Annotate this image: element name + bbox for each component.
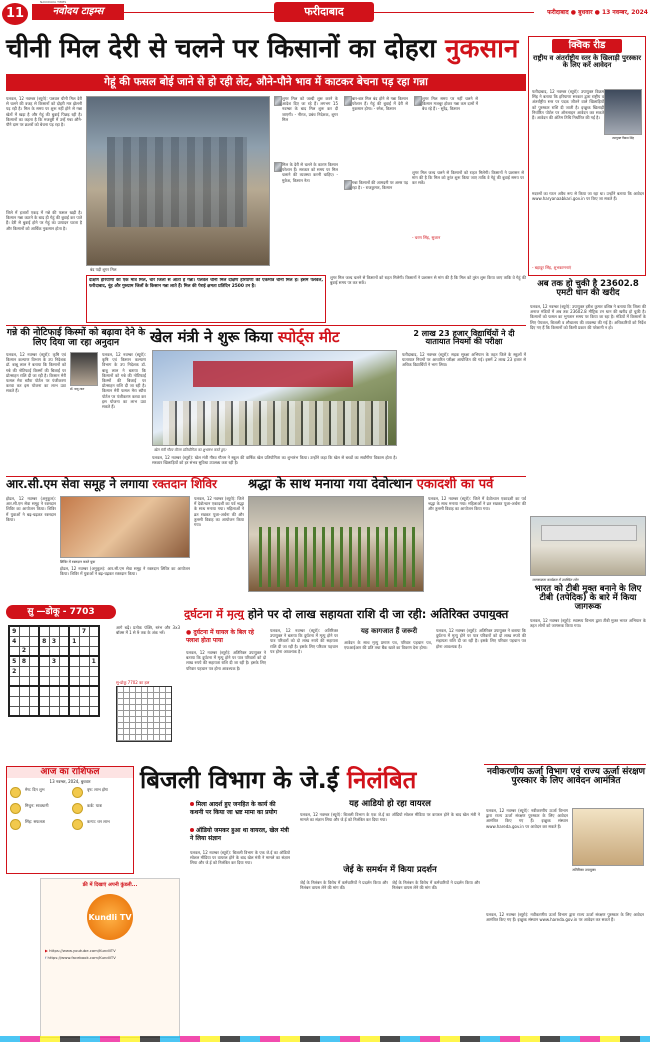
bullet-dot	[190, 828, 194, 832]
kisan-body: पलवल, 12 नवम्बर (ब्यूरो): उपायुक्त हरीश कुमार वशिष्ठ ने बताया कि जिला की अनाज मंडियों में अब तक 23602.8 मीट्रिक टन धान की खरीद हो चुकी है। किसानों को फसल का भुगतान समय पर किया जा रहा है। मंडियों में किसानों के लिए पेयजल, बिजली व शौचालय की व्यवस्था की गई है। अधिकारियों को निर्देश दिए गए हैं कि किसानों को किसी प्रकार की परेशानी न हो।	[530, 304, 646, 330]
rashi-item	[72, 819, 130, 830]
rashi-text: कन्या: धन लाभ	[87, 819, 110, 825]
kundli-fb[interactable]	[45, 955, 175, 960]
je-sub: यह आडियो हो रहा वायरल	[349, 799, 431, 809]
ganna-body-2: पलवल, 12 नवम्बर (ब्यूरो): कृषि एवं किसान कल्याण विभाग के उप निदेशक डॉ. बाबू लाल ने बताया कि किसानों को गन्ने की नोटिफाई किस्मों की बिजाई पर प्रोत्साहन राशि दी जा रही है। किसान मेरी फसल मेरा ब्यौरा पोर्टल पर पंजीकरण करवा कर इस योजना का लाभ उठा सकते हैं।	[102, 352, 146, 410]
sudoku-cell[interactable]	[89, 646, 99, 656]
tb-photo	[530, 516, 646, 576]
award-body: पलवल, 12 नवम्बर (ब्यूरो): नवीकरणीय ऊर्जा विभाग द्वारा राज्य ऊर्जा संरक्षण पुरस्कार के लिए आवेदन आमंत्रित किए गए हैं। इच्छुक संस्थान www.hareda.gov.in पर आवेदन कर सकते हैं।	[486, 808, 568, 829]
blood-body: होडल, 12 नवम्बर (अनुकूल): आर.सी.एम सेवा समूह ने रक्तदान शिविर का आयोजन किया। शिविर में युवाओं ने बढ़-चढ़कर रक्तदान किया।	[6, 496, 56, 522]
sudoku-cell[interactable]	[49, 646, 59, 656]
rashi-text: वृष: लाभ होगा	[87, 787, 109, 793]
sudoku-cell[interactable]	[39, 686, 49, 696]
sudoku-cell[interactable]	[19, 696, 29, 706]
kundli-cta: फ्री में दिखाएं अपनी कुंडली...	[82, 882, 138, 888]
cancer-icon	[72, 803, 83, 814]
kundli-brand: Kundli TV	[88, 912, 132, 922]
je-body-2: पलवल, 12 नवम्बर (ब्यूरो): बिजली विभाग के एक जे.ई का ऑडियो सोशल मीडिया पर वायरल होने के बाद खेल मंत्री ने मामले का संज्ञान लिया और जे.ई को निलंबित कर दिया गया।	[300, 812, 480, 823]
tb-photo-caption: जागरूकता कार्यक्रम में उपस्थित लोग	[532, 578, 579, 582]
je-bullet-2	[190, 826, 290, 842]
sudoku-cell[interactable]	[59, 686, 69, 696]
sudoku-cell[interactable]	[19, 666, 29, 676]
sudoku-cell[interactable]	[29, 686, 39, 696]
accident-headline	[184, 608, 526, 620]
lead-headline-red: नुकसान	[445, 34, 519, 64]
facebook-icon: f	[45, 955, 48, 960]
je-headline-red: निलंबित	[346, 766, 417, 794]
accident-body-3: पलवल, 12 नवम्बर (ब्यूरो): अतिरिक्त उपायुक्त ने बताया कि दुर्घटना में मृत्यु होने पर पात्र परिवारों को दो लाख रुपये की सहायता राशि दी जा रही है। इसके लिए परिवार पहचान पत्र होना आवश्यक है।	[436, 628, 526, 649]
registration-bar	[0, 1036, 650, 1042]
accident-body: पलवल, 12 नवम्बर (ब्यूरो): अतिरिक्त उपायुक्त ने बताया कि दुर्घटना में मृत्यु होने पर पात्र परिवारों को दो लाख रुपये की सहायता राशि दी जा रही है। इसके लिए परिवार पहचान पत्र होना आवश्यक है।	[186, 650, 266, 671]
sudoku-cell[interactable]	[29, 696, 39, 706]
horoscope-date: 13 नवम्बर, 2024, बुधवार	[49, 779, 91, 785]
sudoku-cell[interactable]	[79, 686, 89, 696]
lead-body-2: जिले में हजारों एकड़ में गन्ने की फसल खड़ी है। किसान गन्ना काटने के बाद ही गेहूं की बुवाई कर पाते हैं। देरी से बुवाई होने पर गेहूं का उत्पादन घटता है और किसानों को आर्थिक नुकसान होता है।	[6, 210, 82, 231]
sudoku-cell[interactable]	[19, 676, 29, 686]
award-rule	[484, 764, 646, 765]
quote-4-avatar	[414, 96, 422, 106]
tb-headline: भारत को टीबी मुक्त बनाने के लिए टीबी (तपेदिक) के बारे में किया जागरूक	[534, 584, 642, 612]
sudoku-cell[interactable]	[29, 676, 39, 686]
lead-right-col: शुगर मिल जल्द चलने से किसानों को राहत मिलेगी। किसानों ने प्रशासन से मांग की है कि मिल को तुरंत शुरू किया जाए ताकि वे गेहूं की बुवाई समय पर कर सकें।	[412, 170, 524, 186]
header-rule	[124, 12, 274, 13]
rashi-item	[72, 787, 130, 798]
sports-crowd	[163, 401, 388, 445]
header-bar	[0, 0, 650, 28]
sudoku-cell[interactable]	[49, 696, 59, 706]
quick-read-title: क्विक रीड	[552, 39, 622, 53]
sudoku-cell[interactable]	[39, 696, 49, 706]
sudoku-cell[interactable]	[9, 686, 19, 696]
sudoku-title: सु —डोकू - 7703	[6, 605, 116, 619]
sudoku-cell[interactable]	[19, 706, 29, 716]
sudoku-cell[interactable]	[79, 656, 89, 666]
sudoku-cell[interactable]	[89, 626, 99, 636]
accident-body-2: पलवल, 12 नवम्बर (ब्यूरो): अतिरिक्त उपायुक्त ने बताया कि दुर्घटना में मृत्यु होने पर पात्र परिवारों को दो लाख रुपये की सहायता राशि दी जा रही है। इसके लिए परिवार पहचान पत्र होना आवश्यक है।	[270, 628, 338, 654]
sudoku-cell[interactable]	[69, 666, 79, 676]
quick-read-body-2: मदरसों का गठन अवैध रूप से किया जा रहा था। उन्होंने बताया कि आवेदन www.haryanaabkari.gov.in पर किए जा सकते हैं।	[532, 191, 644, 202]
lead-quote-4: शुगर मिल समय पर नहीं चलने से किसान मजबूर होकर गन्ना कम दामों में बेच रहे हैं। - सुरेंद्र, किसान	[422, 96, 478, 112]
sudoku-cell[interactable]	[9, 646, 19, 656]
je-support-body: जेई के निलंबन के विरोध में कर्मचारियों ने प्रदर्शन किया और निलंबन वापस लेने की मांग की।	[300, 880, 388, 891]
photo-machine	[107, 137, 247, 227]
je-body: पलवल, 12 नवम्बर (ब्यूरो): बिजली विभाग के एक जे.ई का ऑडियो सोशल मीडिया पर वायरल होने के बाद खेल मंत्री ने मामले का संज्ञान लिया और जे.ई को निलंबित कर दिया गया।	[190, 850, 290, 866]
rashi-item	[10, 803, 68, 814]
sudoku-cell[interactable]	[59, 626, 69, 636]
kundli-logo	[87, 894, 133, 940]
sudoku-cell[interactable]: 5	[9, 656, 19, 666]
sudoku-cell[interactable]	[69, 696, 79, 706]
quick-read-byline: - बहादुर सिंह, शुभकामनाएं	[532, 265, 572, 270]
rashi-item	[10, 819, 68, 830]
ganna-body: पलवल, 12 नवम्बर (ब्यूरो): कृषि एवं किसान कल्याण विभाग के उप निदेशक डॉ. बाबू लाल ने बताया कि किसानों को गन्ने की नोटिफाई किस्मों की बिजाई पर प्रोत्साहन राशि दी जा रही है। किसान मेरी फसल मेरा ब्यौरा पोर्टल पर पंजीकरण करवा कर इस योजना का लाभ उठा सकते हैं।	[6, 352, 66, 394]
rashi-item	[10, 787, 68, 798]
blood-headline-pre: आर.सी.एम सेवा समूह ने लगाया	[6, 477, 149, 491]
sudoku-cell[interactable]	[39, 676, 49, 686]
sudoku-cell[interactable]	[49, 676, 59, 686]
sudoku-cell[interactable]	[29, 636, 39, 646]
blood-headline	[6, 478, 246, 491]
sudoku-cell[interactable]	[49, 686, 59, 696]
sudoku-cell[interactable]: 3	[49, 636, 59, 646]
sudoku-cell[interactable]	[29, 646, 39, 656]
horoscope-box	[6, 766, 134, 874]
lead-quote-1: शुगर मिल को जल्दी शुरू करने के आदेश दिए जा रहे हैं। लगभग 15 नवम्बर के बाद मिल शुरू कर दी जाएगी। - नीरज, प्रबंध निदेशक, शुगर मिल	[282, 96, 338, 122]
sudoku-cell[interactable]	[49, 706, 59, 716]
bullet-dot	[190, 802, 194, 806]
sudoku-cell[interactable]	[69, 626, 79, 636]
sudoku-cell[interactable]: 7	[79, 626, 89, 636]
leo-icon	[10, 819, 21, 830]
highlight-text: दक्षिण हरियाणा की एक मात्र मिल, चार जिलों से आता है गन्ना। पलवल चीनी मिल दक्षिण हरियाणा की एकमात्र चीनी मिल है। इसमें पलवल, फरीदाबाद, नूंह और गुरुग्राम जिलों के किसान गन्ना लाते हैं। मिल की पेराई क्षमता प्रतिदिन 2500 टन है।	[89, 278, 323, 289]
je-support-body-2: जेई के निलंबन के विरोध में कर्मचारियों ने प्रदर्शन किया और निलंबन वापस लेने की मांग की।	[392, 880, 480, 891]
sudoku-cell[interactable]	[39, 666, 49, 676]
row-rule-1	[6, 325, 526, 326]
sudoku-grid[interactable]	[8, 625, 100, 717]
kundli-ad[interactable]	[40, 878, 180, 1038]
sudoku-cell[interactable]	[69, 676, 79, 686]
sudoku-cell[interactable]	[79, 646, 89, 656]
horoscope-title: आज का राशिफल	[7, 767, 133, 778]
lead-extra-col: शुगर मिल जल्द चलने से किसानों को राहत मिलेगी। किसानों ने प्रशासन से मांग की है कि मिल को तुरंत शुरू किया जाए ताकि वे गेहूं की बुवाई समय पर कर सकें।	[330, 275, 526, 286]
sports-photo-caption: खेल मंत्री गौरव गौतम प्रतियोगिता का शुभारंभ करते हुए।	[154, 448, 227, 452]
sudoku-cell[interactable]	[69, 706, 79, 716]
ekadashi-headline-red: एकादशी का पर्व	[416, 477, 494, 492]
ekadashi-headline-pre: श्रद्धा के साथ मनाया गया देवोत्थान	[248, 477, 413, 492]
sports-banner	[193, 361, 353, 387]
quick-read-box	[528, 36, 646, 276]
sudoku-rules: आगे बढ़ें। प्रत्येक पंक्ति, स्तंभ और 3x3 बॉक्स में 1 से 9 तक के अंक भरें।	[116, 625, 180, 636]
ekadashi-sugarcane	[259, 527, 415, 587]
kundli-fb-link: https://www.facebook.com/KundliTV	[47, 955, 116, 960]
blood-headline-red: रक्तदान शिविर	[152, 477, 217, 491]
sudoku-cell[interactable]: 4	[9, 636, 19, 646]
lead-quote-2: मिल के देरी से चलने के कारण किसान परेशान हैं। सरकार को समय पर मिल चलाने की व्यवस्था करनी चाहिए। - मुकेश, किसान नेता	[282, 162, 338, 183]
quick-read-headline: राष्ट्रीय व अंतर्राष्ट्रीय स्तर के खिलाड़ी पुरस्कार के लिए करें आवेदन	[532, 54, 642, 70]
lead-headline	[6, 36, 526, 63]
sports-headline-red: स्पोर्ट्स मीट	[277, 328, 340, 346]
lead-byline: - चरण सिंह, सुजान	[412, 235, 441, 240]
kisan-headline: अब तक हो चुकी है 23602.8 एमटी धान की खरीद	[537, 279, 639, 298]
taurus-icon	[72, 787, 83, 798]
award-headline: नवीकरणीय ऊर्जा विभाग एवं राज्य ऊर्जा संरक्षण पुरस्कार के लिए आवेदन आमंत्रित	[486, 767, 646, 787]
sudoku-cell[interactable]	[9, 706, 19, 716]
sudoku-cell[interactable]	[19, 626, 29, 636]
sudoku-cell[interactable]: 1	[89, 656, 99, 666]
sports-body: पलवल, 12 नवम्बर (ब्यूरो): खेल मंत्री गौरव गौतम ने स्कूल की वार्षिक खेल प्रतियोगिता का शुभारंभ किया। उन्होंने कहा कि खेल से बच्चों का सर्वांगीण विकास होता है। सरकार खिलाड़ियों को हर संभव सुविधा उपलब्ध करा रही है।	[152, 455, 397, 466]
paper-small: NAVODAYA TIMES	[40, 0, 67, 4]
sudoku-cell[interactable]	[89, 686, 99, 696]
youtube-icon: ▶	[45, 948, 50, 953]
ekadashi-body-2: पलवल, 12 नवम्बर (ब्यूरो): जिले में देवोत्थान एकादशी का पर्व श्रद्धा के साथ मनाया गया। महिलाओं ने व्रत रखकर पूजा-अर्चना की और तुलसी विवाह का आयोजन किया गया।	[428, 496, 526, 512]
paper-name: नवोदय टाइम्स	[32, 4, 124, 20]
accident-headline-rest: होने पर दो लाख सहायता राशि दी जा रही: अतिरिक्त उपायुक्त	[247, 608, 509, 621]
je-bullet-1	[190, 800, 290, 816]
sudoku-solution	[116, 686, 172, 742]
lead-quote-3: बार-बार मिल बंद होने से गन्ना किसान परेशान हैं। गेहूं की बुवाई में देरी से नुकसान होगा। - रमेश, किसान	[352, 96, 408, 112]
blood-photo	[60, 496, 190, 558]
sudoku-cell[interactable]	[89, 666, 99, 676]
kundli-yt[interactable]	[45, 948, 175, 953]
quote-1-avatar	[274, 96, 282, 106]
kundli-yt-link: https://www.youtube.com/KundliTV	[49, 948, 116, 953]
accident-sub: ● दुर्घटना में घायल के बिल रहे फ्लाश होता पाया	[186, 629, 254, 644]
sudoku-cell[interactable]: 3	[49, 656, 59, 666]
sudoku-cell[interactable]	[79, 666, 89, 676]
sudoku-cell[interactable]: 1	[69, 636, 79, 646]
blood-photo-caption: शिविर में रक्तदान करते युवा	[60, 560, 96, 564]
gemini-icon	[10, 803, 21, 814]
sudoku-cell[interactable]	[29, 666, 39, 676]
exam-headline: 2 लाख 23 हजार विद्यार्थियों ने दी यातायात नियमों की परीक्षा	[413, 329, 515, 347]
sudoku-solution-title: सु-डोकू 7702 का हल	[116, 680, 150, 685]
rashi-text: कर्क: यात्रा	[87, 803, 103, 809]
quick-read-photo-caption: उपायुक्त विक्रम सिंह	[611, 136, 635, 140]
sudoku-cell[interactable]	[69, 646, 79, 656]
header-date: फरीदाबाद ● बुधवार ● 13 नवम्बर, 2024	[547, 9, 648, 16]
sudoku-cell[interactable]	[19, 636, 29, 646]
accident-doc-body: आवेदन के साथ मृत्यु प्रमाण पत्र, परिवार पहचान पत्र, एफआईआर की प्रति तथा बैंक खाते का विवरण देना होगा।	[344, 640, 432, 651]
sudoku-cell[interactable]	[29, 706, 39, 716]
tb-banner	[541, 525, 637, 541]
rashi-text: मिथुन: सावधानी	[25, 803, 49, 809]
quick-read-photo	[604, 89, 642, 135]
sudoku-cell[interactable]	[69, 656, 79, 666]
ganna-photo	[70, 352, 98, 386]
sudoku-cell[interactable]: 9	[9, 626, 19, 636]
sudoku-cell[interactable]: 2	[19, 646, 29, 656]
sudoku-cell[interactable]	[59, 646, 69, 656]
virgo-icon	[72, 819, 83, 830]
sudoku-cell[interactable]	[9, 676, 19, 686]
quote-3-avatar	[344, 96, 352, 106]
sudoku-cell[interactable]	[89, 636, 99, 646]
award-photo-caption: अतिरिक्त उपायुक्त	[572, 868, 596, 872]
je-bullet-2-text: ऑडियो जमकर हुआ था वायरल, खेल मंत्री ने लिया संज्ञान	[190, 827, 289, 842]
sports-photo	[152, 350, 397, 446]
rashi-text: मेष: दिन शुभ	[25, 787, 45, 793]
sudoku-cell[interactable]	[39, 656, 49, 666]
sudoku-cell[interactable]	[29, 656, 39, 666]
sudoku-cell[interactable]	[59, 636, 69, 646]
section-name: फरीदाबाद	[274, 2, 374, 22]
lead-subhead: गेहूं की फसल बोई जाने से हो रही लेट, औने-पौने भाव में काटकर बेचना पड़ रहा गन्ना	[6, 74, 526, 91]
je-bullet-1-text: मिला आदर्श हुए जनहित के कार्य की कथनी पर किया जा भ्रष्ट मामा का प्रयोग	[190, 801, 278, 816]
sports-headline-pre: खेल मंत्री ने शुरू किया	[150, 328, 273, 346]
ekadashi-body: पलवल, 12 नवम्बर (ब्यूरो): जिले में देवोत्थान एकादशी का पर्व श्रद्धा के साथ मनाया गया। महिलाओं ने व्रत रखकर पूजा-अर्चना की और तुलसी विवाह का आयोजन किया गया।	[194, 496, 244, 528]
je-headline	[140, 768, 480, 793]
lead-quote-5: गन्ना किसानों की आमदनी पर असर पड़ रहा है। - राजकुमार, किसान	[352, 180, 408, 191]
sudoku-cell[interactable]	[19, 686, 29, 696]
sudoku-cell[interactable]	[59, 696, 69, 706]
quote-5-avatar	[344, 180, 352, 190]
ekadashi-photo	[248, 496, 424, 592]
sudoku-cell[interactable]	[69, 686, 79, 696]
je-support: जेई के समर्थन में किया प्रदर्शन	[343, 865, 437, 875]
sudoku-cell[interactable]: 8	[39, 636, 49, 646]
header-rule-2	[374, 12, 534, 13]
sudoku-cell[interactable]	[89, 706, 99, 716]
quick-read-body: फरीदाबाद, 12 नवम्बर (ब्यूरो): उपायुक्त विक्रम सिंह ने बताया कि हरियाणा सरकार द्वारा राष्ट्रीय व अंतर्राष्ट्रीय स्तर पर पदक जीतने वाले खिलाड़ियों को पुरस्कार राशि दी जाती है। इच्छुक खिलाड़ी निर्धारित पोर्टल पर ऑनलाइन आवेदन कर सकते हैं। आवेदन की अंतिम तिथि निर्धारित की गई है।	[532, 89, 604, 121]
rashi-item	[72, 803, 130, 814]
highlight-box	[86, 275, 326, 323]
sudoku-cell[interactable]	[9, 696, 19, 706]
rashi-text: सिंह: सफलता	[25, 819, 46, 825]
sudoku-cell[interactable]	[79, 696, 89, 706]
award-photo	[572, 808, 644, 866]
accident-doc-head: यह कागजात हैं जरूरी	[360, 627, 418, 635]
sudoku-cell[interactable]	[79, 706, 89, 716]
sudoku-cell[interactable]	[59, 656, 69, 666]
sudoku-cell[interactable]	[89, 696, 99, 706]
lead-headline-main: चीनी मिल देरी से चलने पर किसानों का दोहरा	[6, 34, 437, 64]
sudoku-cell[interactable]	[39, 646, 49, 656]
lead-body-1: पलवल, 12 नवम्बर (ब्यूरो): पलवल चीनी मिल देरी से चलने की वजह से किसानों को दोहरी मार झेलनी पड़ रही है। मिल के समय पर शुरू नहीं होने से गन्ना खेतों में खड़ा है और गेहूं की बुवाई पिछड़ रही है। किसानों का कहना है कि मजबूरी में उन्हें गन्ना औने-पौने दाम पर क्रशरों को बेचना पड़ रहा है।	[6, 96, 82, 128]
sudoku-cell[interactable]	[59, 706, 69, 716]
tb-body: पलवल, 12 नवम्बर (ब्यूरो): स्वास्थ्य विभाग द्वारा टीबी मुक्त भारत अभियान के तहत लोगों को जागरूक किया गया।	[530, 618, 646, 629]
accident-headline-red: दुर्घटना में मृत्यु	[184, 608, 244, 621]
sudoku-cell[interactable]	[39, 626, 49, 636]
blood-body-2: होडल, 12 नवम्बर (अनुकूल): आर.सी.एम सेवा समूह ने रक्तदान शिविर का आयोजन किया। शिविर में युवाओं ने बढ़-चढ़कर रक्तदान किया।	[60, 566, 190, 577]
sudoku-cell[interactable]	[59, 676, 69, 686]
ekadashi-headline	[248, 478, 526, 492]
lead-photo-caption: बंद पड़ी शुगर मिल	[90, 267, 117, 272]
sudoku-cell[interactable]	[79, 636, 89, 646]
sudoku-cell[interactable]	[89, 676, 99, 686]
sudoku-cell[interactable]	[39, 706, 49, 716]
sudoku-cell[interactable]	[29, 626, 39, 636]
sudoku-cell[interactable]	[59, 666, 69, 676]
sudoku-cell[interactable]	[49, 666, 59, 676]
ganna-photo-caption: डॉ. बाबू लाल	[70, 387, 85, 391]
sudoku-cell[interactable]	[49, 626, 59, 636]
lead-photo	[86, 96, 270, 266]
sports-headline	[150, 330, 395, 346]
exam-body: फरीदाबाद, 12 नवम्बर (ब्यूरो): सड़क सुरक्षा अभियान के तहत जिले के स्कूलों में यातायात नियमों पर आधारित परीक्षा आयोजित की गई। इसमें 2 लाख 23 हजार से अधिक विद्यार्थियों ने भाग लिया।	[402, 352, 526, 368]
award-body-2: पलवल, 12 नवम्बर (ब्यूरो): नवीकरणीय ऊर्जा विभाग द्वारा राज्य ऊर्जा संरक्षण पुरस्कार के लिए आवेदन आमंत्रित किए गए हैं। इच्छुक संस्थान www.hareda.gov.in पर आवेदन कर सकते हैं।	[486, 912, 644, 923]
je-headline-pre: बिजली विभाग के जे.ई	[140, 766, 339, 794]
horoscope-list	[7, 787, 133, 833]
quote-2-avatar	[274, 162, 282, 172]
sudoku-cell[interactable]: 2	[9, 666, 19, 676]
sudoku-cell[interactable]: 8	[19, 656, 29, 666]
page-number: 11	[2, 3, 28, 25]
ganna-headline: गन्ने की नोटिफाई किस्मों को बढ़ावा देने के लिए दिया जा रहा अनुदान	[6, 327, 146, 348]
sudoku-cell[interactable]	[79, 676, 89, 686]
aries-icon	[10, 787, 21, 798]
